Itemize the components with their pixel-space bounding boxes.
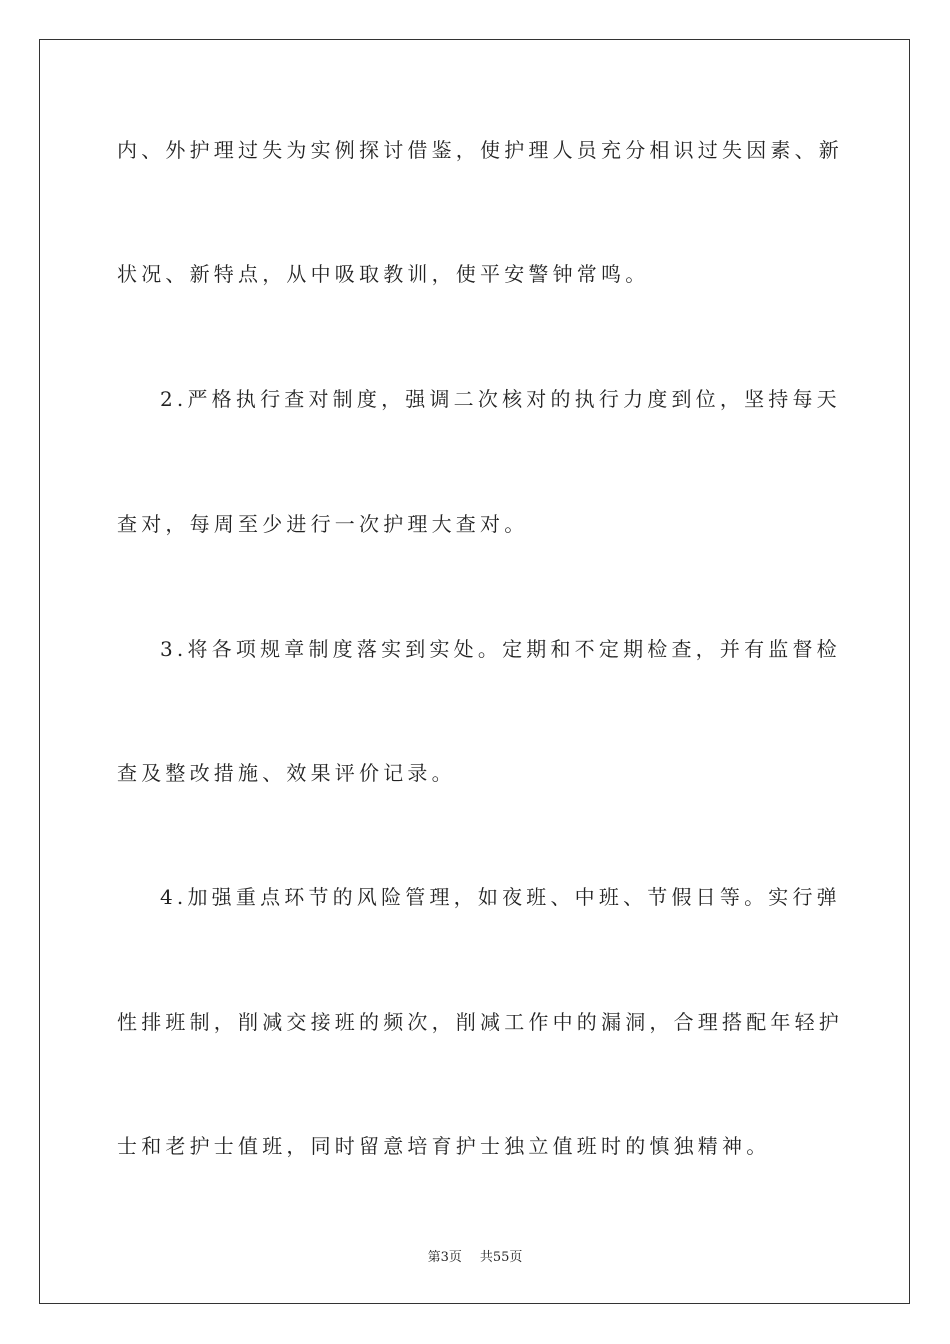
- text-line: 查对，每周至少进行一次护理大查对。: [117, 512, 529, 536]
- text-line: 2.严格执行查对制度，强调二次核对的执行力度到位，坚持每天: [160, 387, 841, 411]
- text-line: 3.将各项规章制度落实到实处。定期和不定期检查，并有监督检: [160, 637, 841, 661]
- text-line: 4.加强重点环节的风险管理，如夜班、中班、节假日等。实行弹: [160, 885, 841, 909]
- text-line: 内、外护理过失为实例探讨借鉴，使护理人员充分相识过失因素、新: [117, 138, 843, 162]
- page-footer: [0, 1246, 950, 1265]
- page-border: [39, 39, 910, 1304]
- text-line: 查及整改措施、效果评价记录。: [117, 761, 456, 785]
- text-line: 状况、新特点，从中吸取教训，使平安警钟常鸣。: [117, 262, 650, 286]
- page-number: 第3页: [427, 1250, 462, 1265]
- text-line: 士和老护士值班，同时留意培育护士独立值班时的慎独精神。: [117, 1134, 771, 1158]
- page-total: 共55页: [479, 1250, 523, 1265]
- text-line: 性排班制，削减交接班的频次，削减工作中的漏洞，合理搭配年轻护: [117, 1010, 843, 1034]
